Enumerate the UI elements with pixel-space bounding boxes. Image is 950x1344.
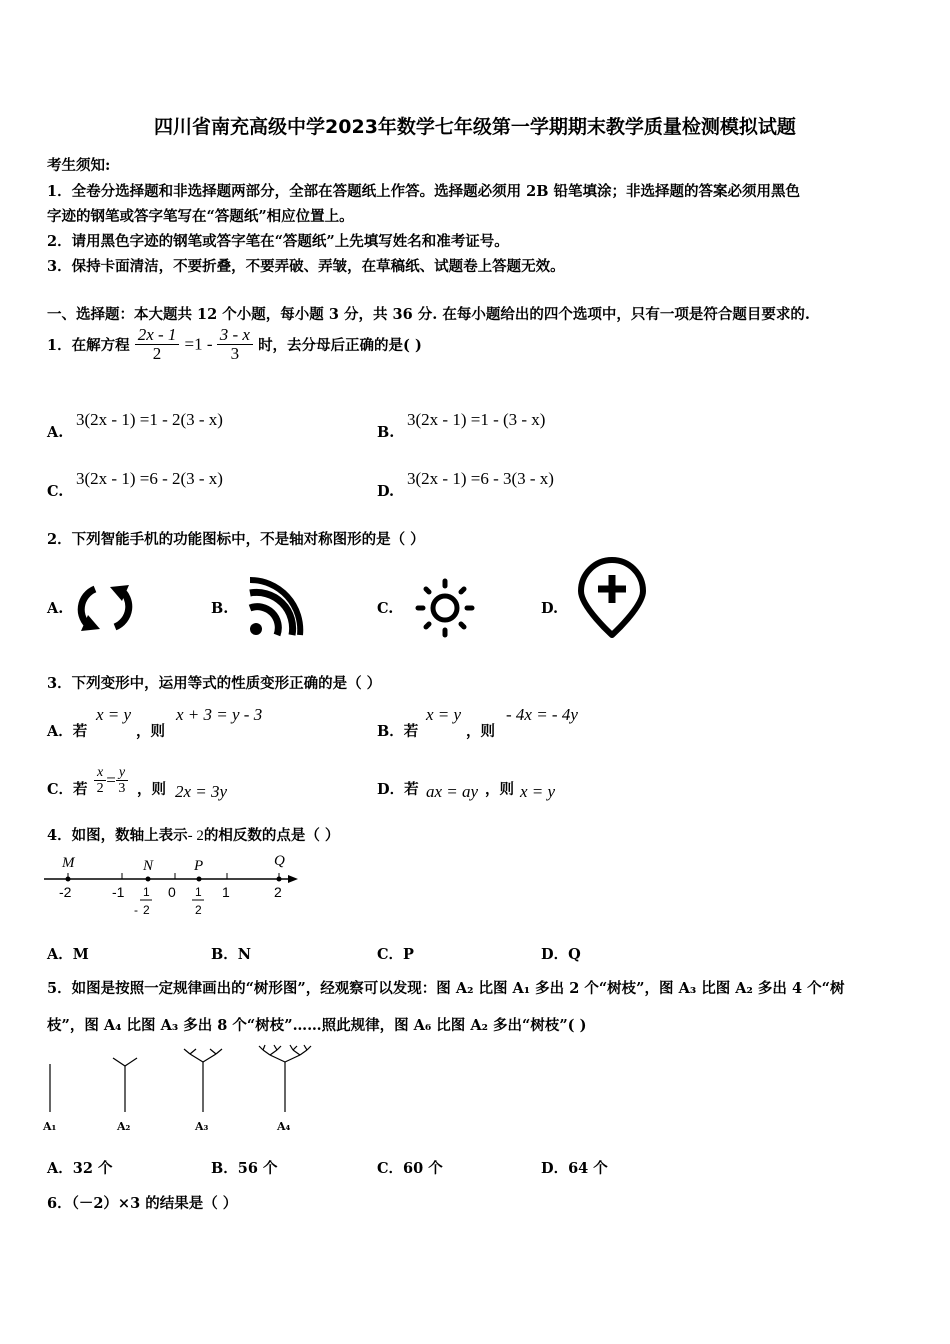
q1-suffix: 时，去分母后正确的是( ) (258, 337, 422, 354)
location-add-icon[interactable] (575, 557, 649, 639)
tick-label-2: 2 (274, 884, 282, 900)
q1-fraction-2-denominator: 3 (230, 344, 240, 363)
point-p-label: P (194, 858, 204, 874)
number-line (44, 852, 304, 922)
question-2-stem: 2．下列智能手机的功能图标中，不是轴对称图形的是（ ） (47, 531, 425, 548)
tick-label-0: 0 (168, 884, 176, 900)
q3-c-num2: y (116, 765, 128, 781)
q1-fraction-2-numerator: 3 - x (217, 326, 253, 345)
tree-label-a2: A₂ (117, 1120, 131, 1133)
q3-c-eq: = (106, 770, 116, 790)
tree-diagrams (40, 1044, 330, 1139)
notice-heading: 考生须知: (47, 157, 111, 174)
q1-equals: =1 - (184, 334, 217, 354)
q5-option-c[interactable]: C．60 个 (377, 1160, 443, 1177)
q4-stem-value: - 2 (187, 828, 204, 844)
neg-half-sign: - (134, 903, 138, 917)
q3-a-then: ，则 (136, 723, 165, 740)
question-1 (47, 326, 422, 363)
q1-prefix: 1．在解方程 (47, 337, 130, 354)
q3-option-c-label[interactable]: C．若 (47, 781, 88, 798)
q4-option-d[interactable]: D．Q (541, 946, 581, 963)
q1-option-c-label[interactable]: C. (47, 483, 64, 500)
q4-stem-a: 4．如图，数轴上表示 (47, 827, 188, 844)
q3-option-a-label[interactable]: A．若 (47, 723, 88, 740)
tick-label-minus-2: -2 (59, 884, 72, 900)
question-6-stem: 6．（－2）×3 的结果是（ ） (47, 1195, 238, 1212)
neg-half-den: 2 (143, 903, 150, 917)
question-5-stem-2: 枝”，图 A₄ 比图 A₃ 多出 8 个“树枝”……照此规律，图 A₆ 比图 A₂ 多出“树枝”( ) (47, 1017, 587, 1034)
notice-line-1b: 字迹的钢笔或答字笔写在“答题纸”相应位置上。 (47, 208, 354, 225)
question-3-stem: 3．下列变形中，运用等式的性质变形正确的是（ ） (47, 675, 382, 692)
point-q-label: Q (274, 853, 285, 869)
q4-option-a[interactable]: A．M (47, 946, 89, 963)
tree-label-a3: A₃ (195, 1120, 209, 1133)
q3-d-result: x = y (520, 782, 556, 801)
wifi-signal-icon[interactable] (247, 578, 303, 638)
q3-c-result: 2x = 3y (175, 782, 228, 801)
neg-half-num: 1 (143, 885, 150, 899)
half-num: 1 (195, 885, 202, 899)
tree-label-a4: A₄ (277, 1120, 291, 1133)
q1-option-c-expr: 3(2x - 1) =6 - 2(3 - x) (76, 469, 223, 488)
tick-label-1: 1 (222, 884, 230, 900)
notice-line-3: 3．保持卡面清洁，不要折叠，不要弄破、弄皱，在草稿纸、试题卷上答题无效。 (47, 258, 565, 275)
q3-c-den1: 2 (96, 781, 104, 796)
q3-d-then: ，则 (485, 781, 514, 798)
q1-option-a-label[interactable]: A. (47, 424, 64, 441)
q1-option-b-label[interactable]: B. (377, 424, 395, 441)
q1-option-d-expr: 3(2x - 1) =6 - 3(3 - x) (407, 469, 554, 488)
q1-option-d-label[interactable]: D. (377, 483, 395, 500)
q3-a-result: x + 3 = y - 3 (176, 705, 263, 724)
q5-option-a[interactable]: A．32 个 (47, 1160, 113, 1177)
q3-a-condition: x = y (96, 705, 132, 724)
q3-b-then: ，则 (466, 723, 495, 740)
q3-d-condition: ax = ay (426, 782, 479, 801)
q4-option-c[interactable]: C．P (377, 946, 414, 963)
q4-stem-b: 的相反数的点是（ ） (203, 827, 340, 844)
q1-fraction-2 (217, 326, 253, 363)
question-5-stem-1: 5．如图是按照一定规律画出的“树形图”，经观察可以发现：图 A₂ 比图 A₁ 多出 2 个“树枝”，图 A₃ 比图 A₂ 多出 4 个“树 (47, 980, 845, 997)
section-heading: 一、选择题：本大题共 12 个小题，每小题 3 分，共 36 分. 在每小题给出的四个选项中，只有一项是符合题目要求的. (47, 306, 810, 323)
q4-option-b[interactable]: B．N (211, 946, 252, 963)
q3-c-num1: x (94, 765, 106, 781)
q1-fraction-1-numerator: 2x - 1 (135, 326, 180, 345)
q1-option-a-expr: 3(2x - 1) =1 - 2(3 - x) (76, 410, 223, 429)
sun-brightness-icon[interactable] (414, 578, 476, 638)
q2-option-b-label[interactable]: B. (211, 600, 229, 617)
question-4-stem (47, 824, 339, 845)
q2-option-d-label[interactable]: D. (541, 600, 559, 617)
q2-option-c-label[interactable]: C. (377, 600, 394, 617)
q1-option-b-expr: 3(2x - 1) =1 - (3 - x) (407, 410, 546, 429)
point-m-label: M (62, 855, 75, 871)
q3-b-condition: x = y (426, 705, 462, 724)
q1-fraction-1-denominator: 2 (152, 344, 162, 363)
point-n-label: N (143, 858, 154, 874)
q3-b-result: - 4x = - 4y (506, 705, 578, 724)
notice-line-1a: 1．全卷分选择题和非选择题两部分，全部在答题纸上作答。选择题必须用 2B 铅笔填涂；非选择题的答案必须用黑色 (47, 183, 801, 200)
q3-c-then: ，则 (137, 781, 166, 798)
q2-option-a-label[interactable]: A. (47, 600, 64, 617)
q5-option-b[interactable]: B．56 个 (211, 1160, 278, 1177)
page-title: 四川省南充高级中学2023年数学七年级第一学期期末教学质量检测模拟试题 (154, 116, 796, 138)
q3-option-d-label[interactable]: D．若 (377, 781, 419, 798)
q3-c-den2: 3 (118, 781, 126, 796)
notice-line-2: 2．请用黑色字迹的钢笔或答字笔在“答题纸”上先填写姓名和准考证号。 (47, 233, 509, 250)
q5-option-d[interactable]: D．64 个 (541, 1160, 608, 1177)
tree-label-a1: A₁ (43, 1120, 57, 1133)
half-den: 2 (195, 903, 202, 917)
tick-label-minus-1: -1 (112, 884, 125, 900)
q3-c-condition (94, 765, 128, 796)
q1-fraction-1 (135, 326, 180, 363)
refresh-icon[interactable] (76, 579, 134, 637)
q3-option-b-label[interactable]: B．若 (377, 723, 419, 740)
